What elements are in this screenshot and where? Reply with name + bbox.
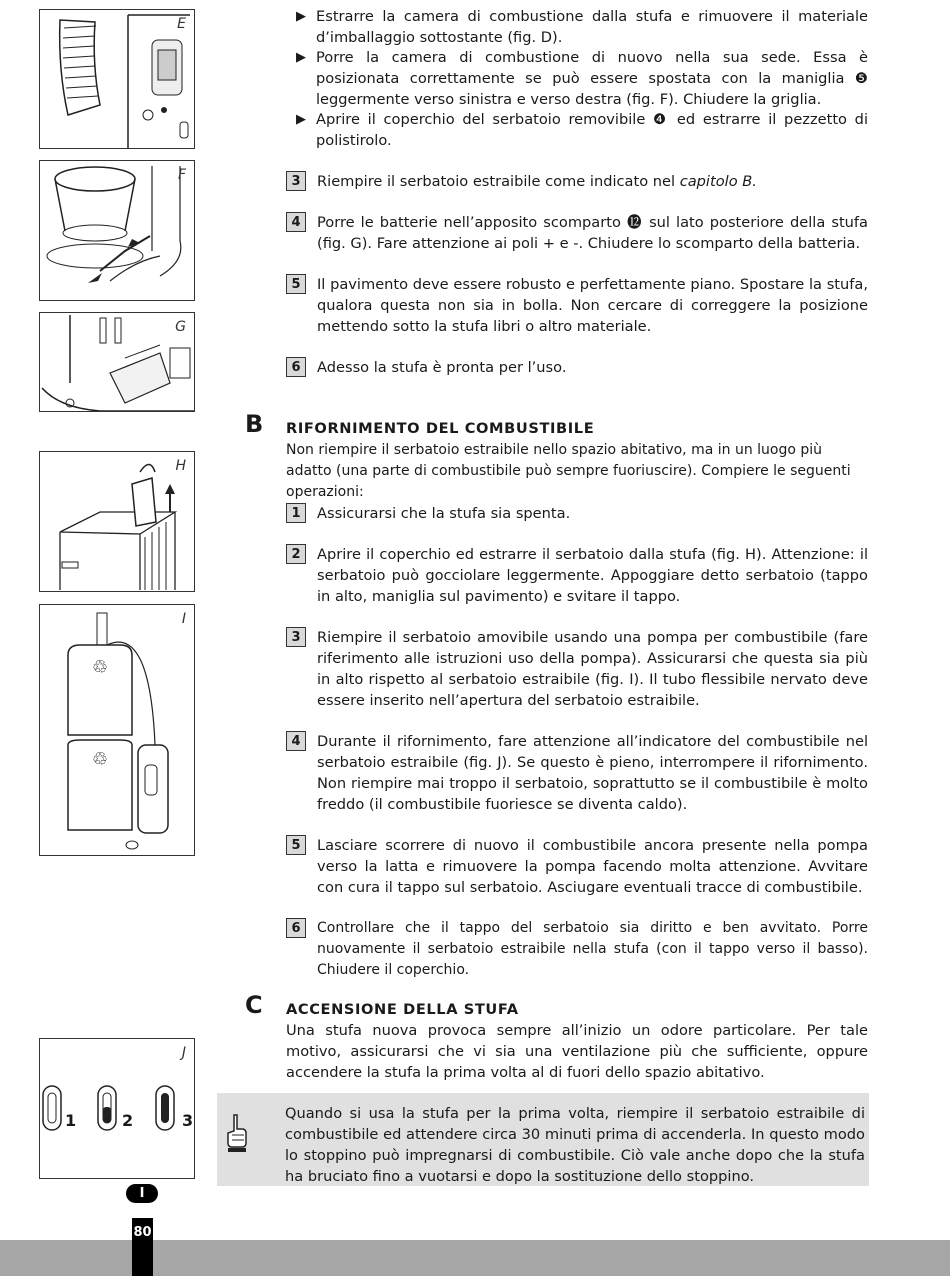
bullet-text: Aprire il coperchio del serbatoio removibile ❹ ed estrarre il pezzetto di polistirolo. <box>316 111 868 149</box>
figure-letter-i: I <box>181 611 186 627</box>
section-letter-c: C <box>245 991 263 1019</box>
bullet-arrow-icon: ▶ <box>296 50 306 65</box>
step-number: 4 <box>286 731 306 751</box>
svg-text:♲: ♲ <box>92 657 109 678</box>
step-number: 3 <box>286 171 306 191</box>
figure-j <box>39 1038 195 1179</box>
step-text-emphasis: capitolo B. <box>679 173 757 190</box>
figure-g <box>39 312 195 412</box>
step-text: Riempire il serbatoio amovibile usando una pompa per combustibile (fare riferimento alle istruzioni uso della pompa). Assicurarsi che questa sia più in alto rispetto al serbatoio estraibile (fig. I). Il tubo flessibile nervato deve essere inserito nell’apertura del serbatoio estraibile. <box>317 629 868 709</box>
step-number: 6 <box>286 357 306 377</box>
figure-letter-j: J <box>181 1045 186 1061</box>
step-number: 5 <box>286 274 306 294</box>
bullet-text: Estrarre la camera di combustione dalla stufa e rimuovere il materiale d’imballaggio sottostante (fig. D). <box>316 8 868 46</box>
tank-removal-illustration <box>40 452 195 592</box>
step-number: 5 <box>286 835 306 855</box>
figure-letter-e: E <box>177 16 186 32</box>
bullet-item <box>296 109 868 151</box>
section-letter-b: B <box>245 410 264 438</box>
bullet-item <box>296 6 868 48</box>
step-text: Assicurarsi che la stufa sia spenta. <box>317 505 571 522</box>
fuel-pump-illustration <box>40 605 195 856</box>
section-intro-b: Non riempire il serbatoio estraibile nello spazio abitativo, ma in un luogo più adatto (una parte di combustibile può sempre fuoriuscire). Compiere le seguenti operazioni: <box>286 442 851 500</box>
gauge-label-2: 2 <box>122 1111 134 1130</box>
pointing-hand-icon <box>222 1113 252 1153</box>
step-number: 1 <box>286 503 306 523</box>
section-title-c: ACCENSIONE DELLA STUFA <box>286 1001 519 1018</box>
step-number: 3 <box>286 627 306 647</box>
figure-letter-g: G <box>175 319 186 335</box>
fuel-gauge-illustration <box>40 1039 195 1179</box>
step-number: 2 <box>286 544 306 564</box>
figure-letter-f: F <box>177 167 186 183</box>
section-title-b: RIFORNIMENTO DEL COMBUSTIBILE <box>286 420 595 437</box>
gauge-label-3: 3 <box>182 1111 194 1130</box>
page-number: 80 <box>132 1218 153 1276</box>
step-number: 4 <box>286 212 306 232</box>
svg-text:♲: ♲ <box>92 749 109 770</box>
step-text: Aprire il coperchio ed estrarre il serbatoio dalla stufa (fig. H). Attenzione: il serbatoio può gocciolare leggermente. Appoggiare detto serbatoio (tappo in alto, maniglia sul pavimento) e svitare il tappo. <box>317 546 868 605</box>
step-number: 6 <box>286 918 306 938</box>
step-text: Il pavimento deve essere robusto e perfettamente piano. Spostare la stufa, qualora questa non sia in bolla. Non cercare di correggere la posizione mettendo sotto la stufa libri o altro materiale. <box>317 276 868 335</box>
step-text: Adesso la stufa è pronta per l’uso. <box>317 359 567 376</box>
gauge-label-1: 1 <box>65 1111 77 1130</box>
bullet-arrow-icon: ▶ <box>296 112 306 127</box>
figure-letter-h: H <box>175 458 186 474</box>
warning-note-text: Quando si usa la stufa per la prima volta, riempire il serbatoio estraibile di combustibile ed attendere circa 30 minuti prima di accenderla. In questo modo lo stoppino può impregnarsi di combustibile. Ciò vale anche dopo che la stufa ha bruciato fino a vuotarsi e dopo la sostituzione dello stoppino. <box>285 1105 865 1185</box>
step-text: Lasciare scorrere di nuovo il combustibile ancora presente nella pompa verso la latta e rimuovere la pompa facendo molta attenzione. Avvitare con cura il tappo sul serbatoio. Asciugare eventuali tracce di combustibile. <box>317 837 868 896</box>
bullet-text: Porre la camera di combustione di nuovo nella sua sede. Essa è posizionata correttamente se può essere spostata con la maniglia ❺ leggermente verso sinistra e verso destra (fig. F). Chiudere la griglia. <box>316 49 868 108</box>
combustion-chamber-illustration <box>40 161 195 301</box>
bullet-arrow-icon: ▶ <box>296 9 306 24</box>
step-text: Durante il rifornimento, fare attenzione all’indicatore del combustibile nel serbatoio estraibile (fig. J). Se questo è pieno, interrompere il rifornimento. Non riempire mai troppo il serbatoio, soprattutto se il combustibile è molto freddo (il combustibile fuoriesce se diventa caldo). <box>317 733 868 813</box>
battery-compartment-illustration <box>40 313 195 412</box>
bullet-item <box>296 47 868 110</box>
figure-i <box>39 604 195 856</box>
figure-h <box>39 451 195 592</box>
step-text: Controllare che il tappo del serbatoio sia diritto e ben avvitato. Porre nuovamente il serbatoio estraibile nella stufa (con il tappo verso il basso). Chiudere il coperchio. <box>317 920 868 978</box>
figure-e <box>39 9 195 149</box>
figure-f <box>39 160 195 301</box>
stove-grille-illustration <box>40 10 195 149</box>
step-text: Porre le batterie nell’apposito scomparto ⓬ sul lato posteriore della stufa (fig. G). Fare attenzione ai poli + e -. Chiudere lo scomparto della batteria. <box>317 214 868 252</box>
section-intro-c: Una stufa nuova provoca sempre all’inizio un odore particolare. Per tale motivo, assicurarsi che vi sia una ventilazione più che sufficiente, oppure accendere la stufa la prima volta al di fuori dello spazio abitativo. <box>286 1022 868 1081</box>
warning-note <box>217 1093 869 1186</box>
language-badge: I <box>126 1184 158 1203</box>
step-text: Riempire il serbatoio estraibile come indicato nel capitolo B. <box>317 173 757 190</box>
